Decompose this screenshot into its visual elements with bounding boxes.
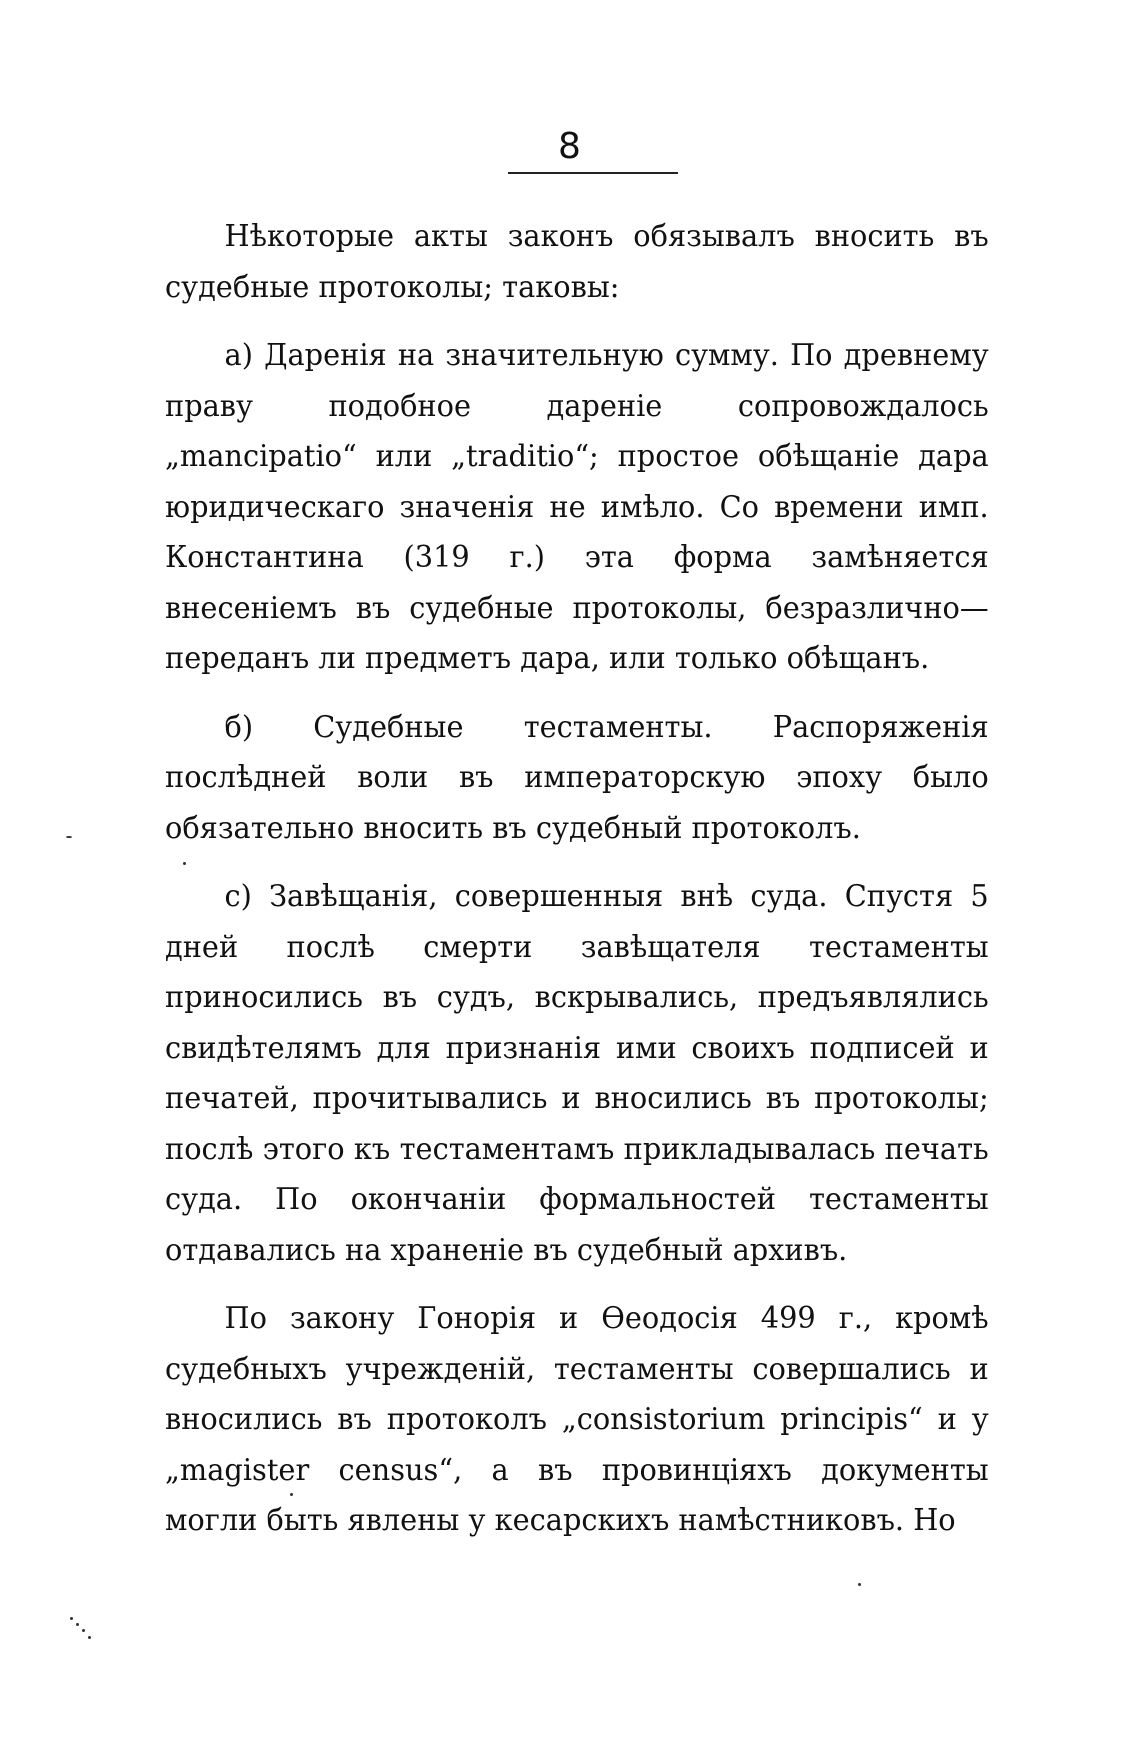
scan-speck [76,1623,79,1626]
scan-speck [82,1629,85,1632]
paragraph-a-gifts: а) Даренія на значительную сумму. По древнему праву подобное дареніе сопровождалось „mancipatio“ или „traditio“; простое обѣщаніе дара юридическаго значенія не имѣло. Со времени имп. Константина (319 г.) эта форма замѣняется внесеніемъ въ судебные протоколы, безразлично—переданъ ли предметъ дара, или только обѣщанъ. [165,338,989,676]
body-text [165,212,989,1547]
page-number: 8 [558,126,582,167]
paragraph-b-testaments: б) Судебные тестаменты. Распоряженія послѣдней воли въ императорскую эпоху было обязательно вносить въ судебный протоколъ. [165,709,989,846]
paragraph-honorius-law: По закону Гонорія и Ѳеодосія 499 г., кромѣ судебныхъ учрежденій, тестаменты совершались и вносились въ протоколъ „consistorium principis“ и у „magister census“, а въ провинціяхъ документы могли быть явлены у кесарскихъ намѣстниковъ. Но [165,1301,989,1538]
scan-speck [66,836,72,838]
paragraph-intro: Нѣкоторые акты законъ обязывалъ вносить въ судебные протоколы; таковы: [165,219,989,305]
scan-speck [88,1636,91,1639]
scan-speck [70,1617,73,1620]
header-rule [508,172,678,174]
scan-speck [858,1583,861,1586]
scan-speck [290,1493,293,1496]
scan-speck [183,862,186,865]
paragraph-c-wills: с) Завѣщанія, совершенныя внѣ суда. Спустя 5 дней послѣ смерти завѣщателя тестаменты приносились въ судъ, вскрывались, предъявлялись свидѣтелямъ для признанія ими своихъ подписей и печатей, прочитывались и вносились въ протоколы; послѣ этого къ тестаментамъ прикладывалась печать суда. По окончаніи формальностей тестаменты отдавались на храненіе въ судебный архивъ. [165,879,989,1268]
